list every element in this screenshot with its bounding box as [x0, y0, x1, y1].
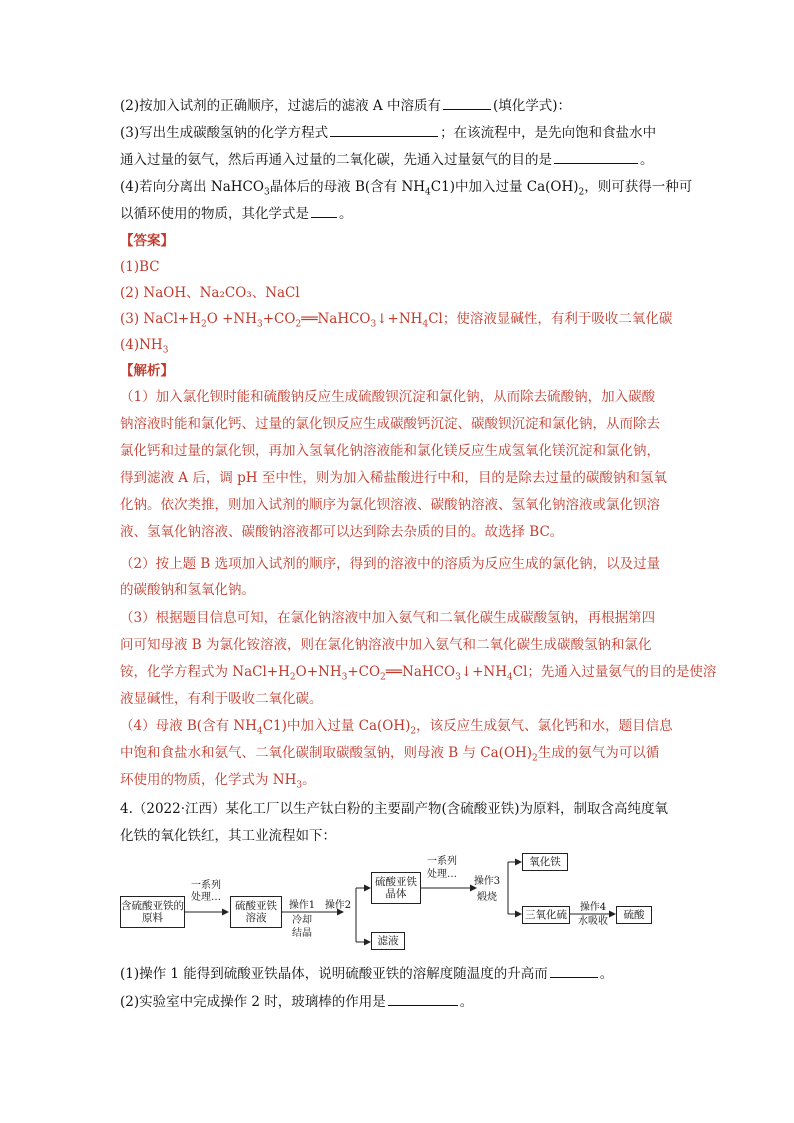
- op1-label: 冷却: [292, 915, 312, 926]
- sulfur-trioxide-box: 三氧化硫: [522, 906, 570, 924]
- question-4-stem: 化铁的氧化铁红，其工业流程如下：: [120, 828, 336, 844]
- answer-3: (3) $NaCl+H_2O$ $+NH_3+CO_2══NaHCO_3↓+NH_4Cl$；使溶液显碱性，有利于吸收二氧化碳: [120, 311, 673, 330]
- answer-2: (2) NaOH、Na₂CO₃、NaCl: [120, 285, 300, 301]
- answer-header: 【答案】: [120, 233, 174, 249]
- analysis-p3-line: 问可知母液 B 为氯化铵溶液，则在氯化钠溶液中加入氨气和二氧化碳生成碳酸氢钠和氯化: [120, 637, 652, 653]
- question-4-stem: 4.（2022·江西）某化工厂以生产钛白粉的主要副产物(含硫酸亚铁)为原料，制取含高纯度氧: [120, 801, 669, 817]
- step-label: 处理…: [191, 892, 221, 903]
- answer-blank: [388, 993, 458, 1006]
- op3-label: 操作3: [473, 876, 501, 887]
- analysis-p2-line: 的碳酸钠和氢氧化钠。: [120, 582, 255, 598]
- analysis-p1-line: 液、氢氧化钠溶液、碳酸钠溶液都可以达到除去杂质的目的。故选择 BC。: [120, 524, 564, 540]
- analysis-p3-line: 铵，化学方程式为 $NaCl+H_2O+NH_3+CO_2══NaHCO_3↓+NH_4Cl$；先通入过量氨气的目的是使溶: [120, 664, 717, 683]
- answer-4: $(4)NH_3$: [120, 337, 169, 356]
- op4-label: 水吸收: [578, 916, 608, 927]
- sulfuric-acid-box: 硫酸: [616, 906, 652, 924]
- q3-line-1: (3)写出生成碳酸氢钠的化学方程式 ；在该流程中，是先向饱和食盐水中: [120, 125, 657, 141]
- analysis-p4-line: 环使用的物质，化学式为 $NH_3$。: [120, 772, 316, 791]
- op1-label: 操作1: [288, 900, 316, 911]
- raw-material-box: 含硫酸亚铁的原料: [120, 896, 185, 928]
- subquestion-2: (2)实验室中完成操作 2 时，玻璃棒的作用是 。: [120, 994, 474, 1010]
- subquestion-1: (1)操作 1 能得到硫酸亚铁晶体，说明硫酸亚铁的溶解度随温度的升高而 。: [120, 966, 614, 982]
- step-label: 处理…: [427, 869, 457, 880]
- analysis-p3-line: 液显碱性，有利于吸收二氧化碳。: [120, 691, 323, 707]
- q4-line-2: 以循环使用的物质，其化学式是 。: [120, 206, 353, 222]
- analysis-header: 【解析】: [120, 363, 174, 379]
- solution-box: 硫酸亚铁溶液: [230, 896, 282, 928]
- step-label: 一系列: [191, 880, 221, 891]
- analysis-p3-line: （3）根据题目信息可知，在氯化钠溶液中加入氨气和二氧化碳生成碳酸氢钠，再根据第四: [120, 610, 656, 626]
- analysis-p1-line: （1）加入氯化钡时能和硫酸钠反应生成硫酸钡沉淀和氯化钠，从而除去硫酸钠，加入碳酸: [120, 389, 656, 405]
- analysis-p1-line: 化钠。依次类推，则加入试剂的顺序为氯化钡溶液、碳酸钠溶液、氢氧化钠溶液或氯化钡溶: [120, 497, 660, 513]
- answer-1: (1)BC: [120, 259, 160, 275]
- q3-line-2: 通入过量的氨气，然后再通入过量的二氧化碳，先通入过量氨气的目的是 。: [120, 152, 654, 168]
- q2-line: (2)按加入试剂的正确顺序，过滤后的滤液 A 中溶质有 (填化学式)：: [120, 98, 572, 114]
- answer-blank: [330, 124, 438, 137]
- answer-blank: [443, 97, 491, 110]
- q4-line-1: (4)若向分离出 NaHCO$_3$晶体后的母液 B(含有 $NH_4C1$)中加入过量 $Ca(OH)_2$，则可获得一种可: [120, 179, 693, 198]
- answer-blank: [554, 151, 638, 164]
- analysis-p2-line: （2）按上题 B 选项加入试剂的顺序，得到的溶液中的溶质为反应生成的氯化钠，以及过量: [120, 556, 661, 572]
- op4-label: 操作4: [579, 902, 607, 913]
- op2-label: 操作2: [324, 900, 352, 911]
- answer-blank: [311, 205, 337, 218]
- filtrate-box: 滤液: [371, 932, 405, 950]
- crystal-box: 硫酸亚铁晶体: [371, 872, 421, 904]
- analysis-p1-line: 钠溶液时能和氯化钙、过量的氯化钡反应生成碳酸钙沉淀、碳酸钡沉淀和氯化钠，从而除去: [120, 416, 660, 432]
- analysis-p4-line: 中饱和食盐水和氨气、二氧化碳制取碳酸氢钠，则母液 B 与 $Ca(OH)_2$生成的氨气为可以循: [120, 745, 660, 764]
- analysis-p4-line: （4）母液 B(含有 $NH_4C1$)中加入过量 $Ca(OH)_2$，该反应生成氨气、氯化钙和水，题目信息: [120, 718, 673, 737]
- op3-label: 煅烧: [477, 892, 497, 903]
- op1-label: 结晶: [292, 928, 312, 939]
- step-label: 一系列: [427, 856, 457, 867]
- analysis-p1-line: 得到滤液 A 后，调 pH 至中性，则为加入稀盐酸进行中和，目的是除去过量的碳酸钠和氢氧: [120, 470, 667, 486]
- iron-oxide-box: 氧化铁: [522, 853, 568, 871]
- answer-blank: [550, 965, 598, 978]
- analysis-p1-line: 氯化钙和过量的氯化钡，再加入氢氧化钠溶液能和氯化镁反应生成氢氧化镁沉淀和氯化钠，: [120, 443, 660, 459]
